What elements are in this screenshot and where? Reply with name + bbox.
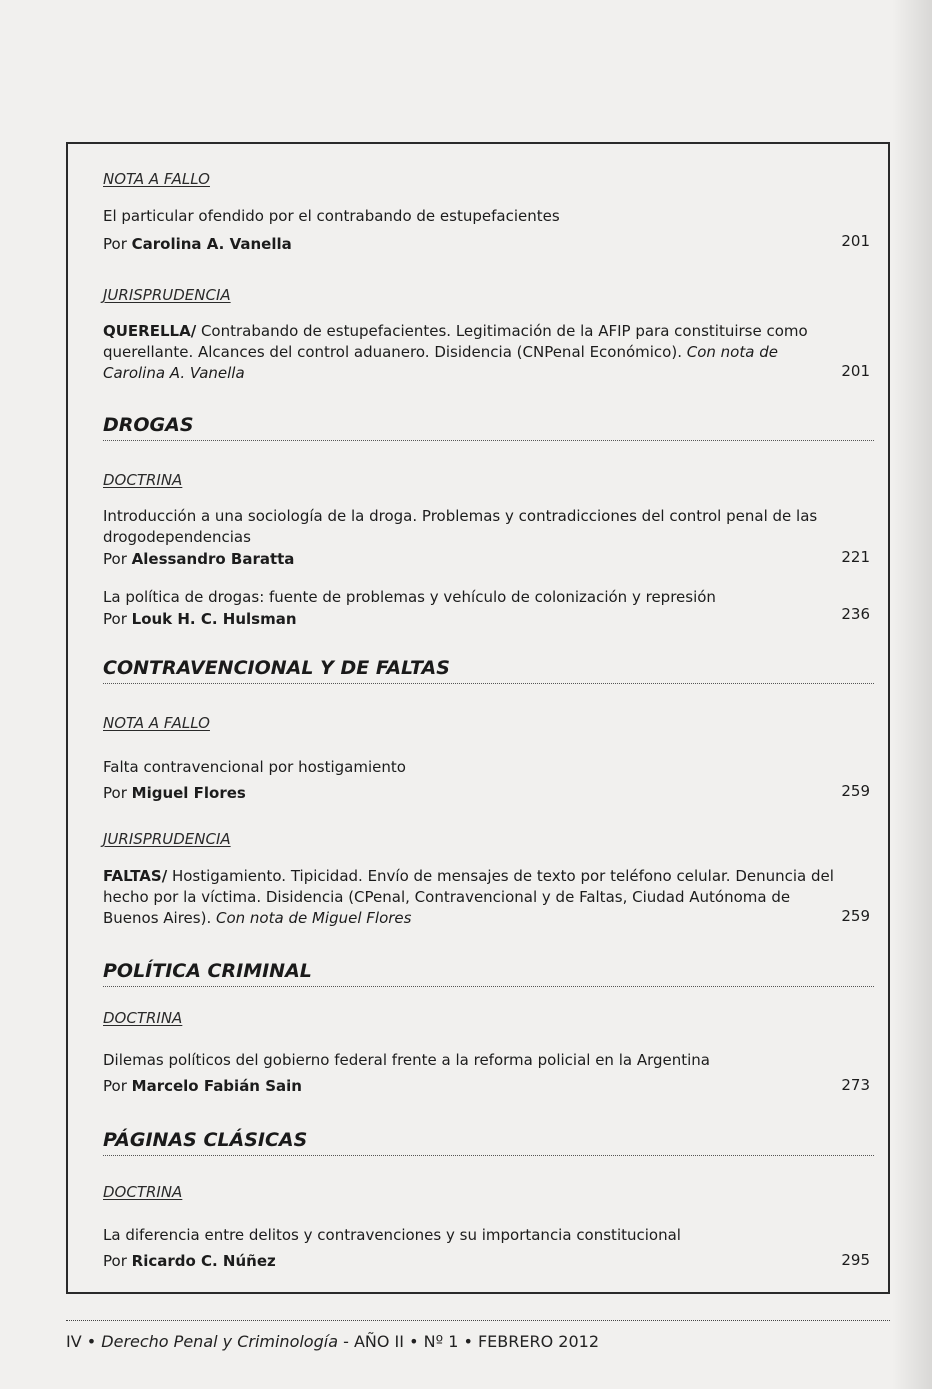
page-number: 295	[841, 1251, 870, 1269]
entry-note: Con nota de Carolina A. Vanella	[103, 343, 778, 382]
nota-a-fallo-label: NOTA A FALLO	[103, 714, 210, 732]
toc-entry-contra2[interactable]	[103, 866, 870, 929]
entry-title	[103, 321, 870, 384]
entry-author: Ricardo C. Núñez	[131, 1252, 276, 1270]
footer-page-number: IV •	[66, 1332, 97, 1351]
section-heading-drogas: DROGAS	[103, 414, 874, 441]
entry-title: El particular ofendido por el contrabando de estupefacientes	[103, 207, 560, 225]
entry-text: Contrabando de estupefacientes. Legitimación de la AFIP para constituirse como querellante. Alcances del control aduanero. Disidencia (CNPenal Económico).	[103, 322, 808, 361]
entry-author: Carolina A. Vanella	[131, 235, 292, 253]
doctrina-label: DOCTRINA	[103, 1009, 183, 1027]
footer-divider	[66, 1320, 890, 1321]
table-of-contents-box	[66, 142, 890, 1294]
entry-title: Falta contravencional por hostigamiento	[103, 758, 406, 776]
section-heading-paginas-clasicas: PÁGINAS CLÁSICAS	[103, 1129, 874, 1156]
doctrina-label: DOCTRINA	[103, 471, 183, 489]
por-label: Por	[103, 610, 127, 628]
entry-author: Marcelo Fabián Sain	[131, 1077, 302, 1095]
page-number: 201	[841, 362, 870, 380]
jurisprudencia-label: JURISPRUDENCIA	[103, 286, 231, 304]
toc-entry-contra1[interactable]	[103, 757, 870, 804]
entry-keyword: FALTAS/	[103, 867, 168, 885]
toc-entry-clasicas1[interactable]	[103, 1225, 870, 1272]
entry-author: Miguel Flores	[131, 784, 246, 802]
jurisprudencia-label: JURISPRUDENCIA	[103, 830, 231, 848]
page-number: 201	[841, 232, 870, 250]
toc-entry-politica1[interactable]	[103, 1050, 870, 1097]
entry-title: La diferencia entre delitos y contravenciones y su importancia constitucional	[103, 1226, 681, 1244]
page-number: 259	[841, 907, 870, 925]
page-number: 221	[841, 548, 870, 566]
entry-author-line	[103, 233, 870, 255]
footer-journal-title: Derecho Penal y Criminología	[101, 1332, 338, 1351]
por-label: Por	[103, 1252, 127, 1270]
section-heading-politica-criminal: POLÍTICA CRIMINAL	[103, 960, 874, 987]
page-number: 273	[841, 1076, 870, 1094]
toc-entry-juris1[interactable]	[103, 321, 870, 384]
entry-keyword: QUERELLA/	[103, 322, 197, 340]
entry-author-line	[103, 608, 870, 630]
por-label: Por	[103, 1077, 127, 1095]
nota-a-fallo-label: NOTA A FALLO	[103, 170, 210, 188]
entry-text: Hostigamiento. Tipicidad. Envío de mensajes de texto por teléfono celular. Denuncia del hecho por la víctima. Disidencia (CPenal, Contravencional y de Faltas, Ciudad Autónoma de Buenos Aires).	[103, 867, 834, 927]
entry-author: Alessandro Baratta	[131, 550, 295, 568]
footer-issue: - AÑO II • Nº 1 • FEBRERO 2012	[343, 1332, 600, 1351]
page-edge-shadow	[892, 0, 932, 1389]
entry-author-line	[103, 1250, 870, 1272]
entry-author: Louk H. C. Hulsman	[131, 610, 297, 628]
toc-entry-drogas1[interactable]	[103, 506, 870, 570]
entry-title: La política de drogas: fuente de problemas y vehículo de colonización y represión	[103, 588, 716, 606]
page-number: 236	[841, 605, 870, 623]
entry-author-line	[103, 548, 870, 570]
entry-title: Introducción a una sociología de la droga. Problemas y contradicciones del control penal de las drogodependencias	[103, 507, 818, 546]
por-label: Por	[103, 235, 127, 253]
entry-author-line	[103, 782, 870, 804]
toc-entry-drogas2[interactable]	[103, 587, 870, 630]
entry-note: Con nota de Miguel Flores	[216, 909, 412, 927]
page-number: 259	[841, 782, 870, 800]
entry-title: Dilemas políticos del gobierno federal frente a la reforma policial en la Argentina	[103, 1051, 710, 1069]
section-heading-contravencional: CONTRAVENCIONAL Y DE FALTAS	[103, 657, 874, 684]
toc-entry-nota1[interactable]	[103, 206, 870, 255]
por-label: Por	[103, 550, 127, 568]
doctrina-label: DOCTRINA	[103, 1183, 183, 1201]
entry-title	[103, 866, 870, 929]
entry-author-line	[103, 1075, 870, 1097]
page-footer	[66, 1332, 599, 1351]
por-label: Por	[103, 784, 127, 802]
